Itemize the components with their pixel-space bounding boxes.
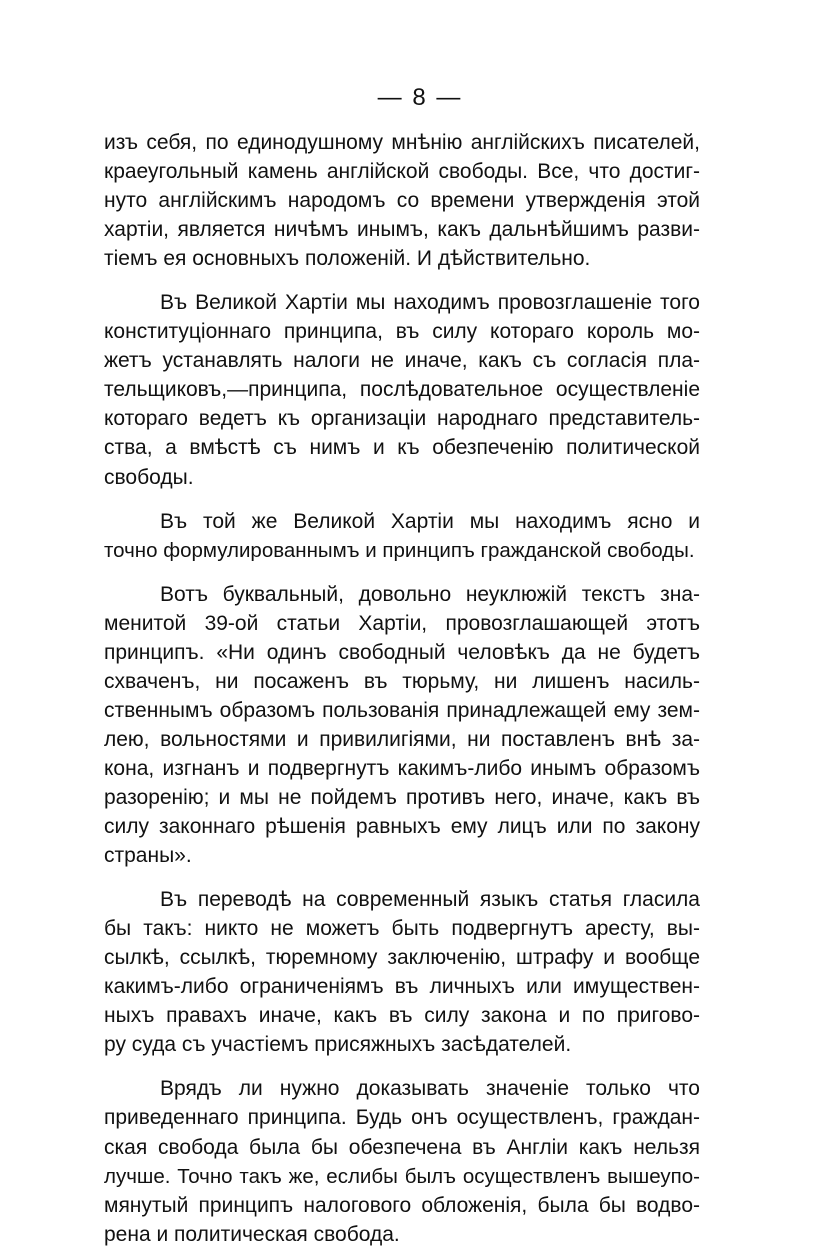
text-line: страны». xyxy=(104,844,192,868)
text-line: котораго ведетъ къ организаціи народнаго представитель- xyxy=(104,407,700,431)
text-line: бы такъ: никто не можетъ быть подвергнутъ аресту, вы- xyxy=(104,917,700,941)
paragraph xyxy=(104,1074,700,1248)
page-number: — 8 — xyxy=(377,84,463,111)
paragraph-gap xyxy=(104,1059,700,1074)
text-line: приведеннаго принципа. Будь онъ осуществленъ, граждан- xyxy=(104,1106,700,1130)
text-line: жетъ устанавлять налоги не иначе, какъ съ согласія пла- xyxy=(104,349,700,373)
text-line: мянутый принципъ налогового обложенія, была бы водво- xyxy=(104,1193,700,1217)
text-line: схваченъ, ни посаженъ въ тюрьму, ни лишенъ насиль- xyxy=(104,669,700,693)
text-line: точно формулированнымъ и принципъ гражданской свободы. xyxy=(104,538,695,562)
text-line: Въ той же Великой Хартіи мы находимъ ясно и xyxy=(160,509,700,533)
text-line: краеугольный камень англійской свободы. Все, что достиг- xyxy=(104,160,700,184)
body-text xyxy=(104,128,700,1249)
text-line: сылкѣ, ссылкѣ, тюремному заключенію, штрафу и вообще xyxy=(104,946,700,970)
text-line: ская свобода была бы обезпечена въ Англіи какъ нельзя xyxy=(104,1135,700,1159)
paragraph-gap xyxy=(104,273,700,288)
text-line: тіемъ ея основныхъ положеній. И дѣйствительно. xyxy=(104,247,591,271)
text-line: принципъ. «Ни одинъ свободный человѣкъ да не будетъ xyxy=(104,640,700,664)
text-line: какимъ-либо ограниченіямъ въ личныхъ или имуществен- xyxy=(104,975,700,999)
text-line: силу законнаго рѣшенія равныхъ ему лицъ или по закону xyxy=(104,815,700,839)
text-line: кона, изгнанъ и подвергнутъ какимъ-либо инымъ образомъ xyxy=(104,756,700,780)
text-line: лучше. Точно такъ же, еслибы былъ осуществленъ вышеупо- xyxy=(104,1164,700,1188)
paragraph xyxy=(104,128,700,273)
text-line: ственнымъ образомъ пользованія принадлежащей ему зем- xyxy=(104,698,700,722)
text-line: изъ себя, по единодушному мнѣнію англійскихъ писателей, xyxy=(104,131,700,154)
text-line: нуто англійскимъ народомъ со времени утвержденія этой xyxy=(104,189,700,213)
text-line: тельщиковъ,—принципа, послѣдовательное осуществленіе xyxy=(104,378,700,402)
text-line: лею, вольностями и привилигіями, ни поставленъ внѣ за- xyxy=(104,727,700,751)
text-line: Въ переводѣ на современный языкъ статья гласила xyxy=(160,888,700,912)
text-line: Въ Великой Хартіи мы находимъ провозглашеніе того xyxy=(160,291,700,315)
text-line: ныхъ правахъ иначе, какъ въ силу закона и по пригово- xyxy=(104,1004,700,1028)
text-line: конституціоннаго принципа, въ силу котораго король мо- xyxy=(104,320,700,344)
text-line: ства, а вмѣстѣ съ нимъ и къ обезпеченію политической xyxy=(104,436,700,460)
text-line: рена и политическая свобода. xyxy=(104,1222,400,1246)
paragraph xyxy=(104,288,700,491)
text-line: Врядъ ли нужно доказывать значеніе только что xyxy=(160,1077,700,1101)
paragraph xyxy=(104,507,700,565)
paragraph xyxy=(104,885,700,1059)
text-line: хартіи, является ничѣмъ инымъ, какъ дальнѣйшимъ разви- xyxy=(104,218,700,242)
paragraph xyxy=(104,580,700,870)
paragraph-gap xyxy=(104,492,700,507)
text-line: ру суда съ участіемъ присяжныхъ засѣдателей. xyxy=(104,1033,572,1057)
text-line: свободы. xyxy=(104,465,194,489)
text-line: Вотъ буквальный, довольно неуклюжій текстъ зна- xyxy=(160,582,700,606)
text-line: разоренію; и мы не пойдемъ противъ него, иначе, какъ въ xyxy=(104,785,700,809)
paragraph-gap xyxy=(104,870,700,885)
paragraph-gap xyxy=(104,565,700,580)
text-line: менитой 39-ой статьи Хартіи, провозглашающей этотъ xyxy=(104,611,700,635)
